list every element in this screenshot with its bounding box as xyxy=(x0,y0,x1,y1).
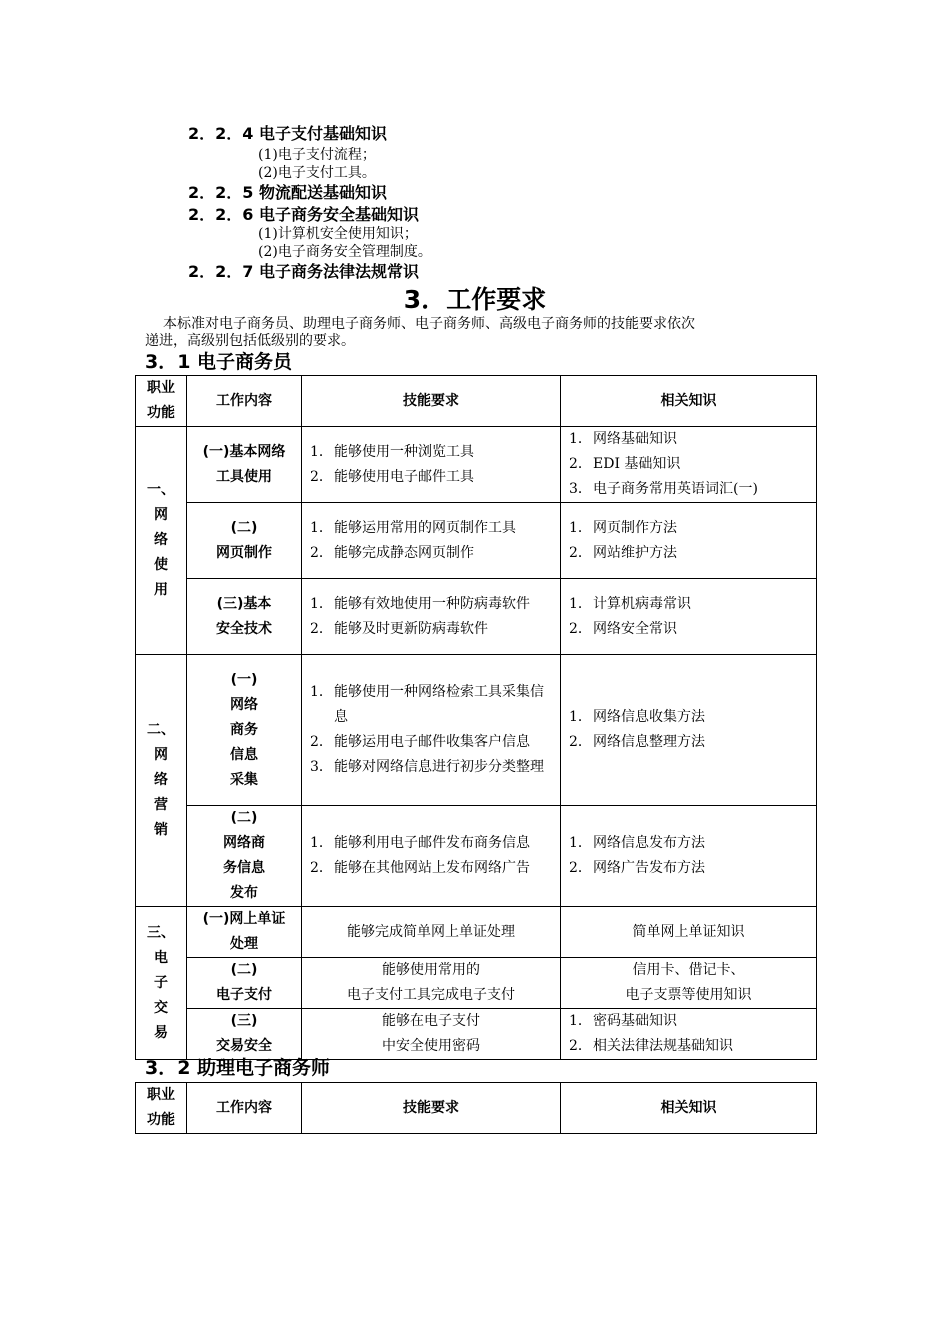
item-num: 2． xyxy=(310,544,333,561)
skill-item xyxy=(310,730,554,755)
section-3-2-title: 3．2 助理电子商务师 xyxy=(145,1057,331,1079)
skill-item xyxy=(310,541,554,566)
item-num: 1． xyxy=(569,835,592,851)
list-item: (1)电子支付流程； xyxy=(258,147,376,163)
item-num: 1． xyxy=(569,595,592,612)
item-text: 能够利用电子邮件发布商务信息 xyxy=(334,835,530,851)
header-skill: 技能要求 xyxy=(302,1083,561,1134)
item-num: 1． xyxy=(310,519,333,536)
item-text: 能够完成静态网页制作 xyxy=(334,544,474,561)
knowledge-cell xyxy=(561,503,817,579)
knowledge-item xyxy=(569,452,810,477)
func-char: 络 xyxy=(154,772,168,788)
item-text: 网页制作方法 xyxy=(593,519,677,536)
knowledge-line: 简单网上单证知识 xyxy=(632,923,745,940)
knowledge-item xyxy=(569,1034,810,1059)
func-char: 营 xyxy=(154,797,168,813)
header-func xyxy=(136,376,187,427)
skill-item xyxy=(310,680,554,730)
content-line: 信息 xyxy=(230,746,258,763)
func-char: 电 xyxy=(154,949,168,966)
func-cell xyxy=(136,907,187,1060)
content-cell xyxy=(187,503,302,579)
content-line: (一) xyxy=(230,671,258,688)
content-line: (二) xyxy=(230,810,258,826)
content-line: (一)基本网络 xyxy=(202,443,286,460)
skill-item xyxy=(310,465,554,490)
list-item: (1)计算机安全使用知识； xyxy=(258,226,418,242)
content-cell xyxy=(187,579,302,655)
skill-cell xyxy=(302,655,561,806)
skill-item xyxy=(310,440,554,465)
knowledge-item xyxy=(569,856,810,881)
table-row xyxy=(136,806,817,907)
section-3-intro xyxy=(145,316,810,350)
item-num: 2． xyxy=(569,620,592,637)
knowledge-cell xyxy=(561,907,817,958)
item-text: 网络安全常识 xyxy=(593,620,677,637)
content-line: (二) xyxy=(230,519,258,536)
func-char: 子 xyxy=(154,974,168,991)
content-cell xyxy=(187,427,302,503)
knowledge-item xyxy=(569,705,810,730)
item-text: EDI 基础知识 xyxy=(593,456,681,472)
item-num: 2． xyxy=(569,456,592,472)
content-cell xyxy=(187,1009,302,1060)
content-cell xyxy=(187,907,302,958)
item-text: 能够使用电子邮件工具 xyxy=(334,468,474,485)
knowledge-item xyxy=(569,516,810,541)
item-num: 1． xyxy=(310,684,333,700)
content-line: 网页制作 xyxy=(216,544,272,561)
func-char: 一、 xyxy=(147,482,175,498)
content-cell xyxy=(187,655,302,806)
content-line: 交易安全 xyxy=(216,1038,272,1054)
content-line: 采集 xyxy=(230,771,258,788)
table-header-row xyxy=(136,376,817,427)
knowledge-cell xyxy=(561,655,817,806)
skill-cell xyxy=(302,1009,561,1060)
table-row xyxy=(136,958,817,1009)
content-line: 务信息 xyxy=(223,860,265,876)
header-content: 工作内容 xyxy=(187,376,302,427)
header-func-line: 职业 xyxy=(147,1087,175,1103)
knowledge-item xyxy=(569,730,810,755)
skill-line: 电子支付工具完成电子支付 xyxy=(347,987,515,1003)
content-cell xyxy=(187,958,302,1009)
item-num: 1． xyxy=(569,519,592,536)
header-func-line: 功能 xyxy=(147,1112,175,1128)
item-text: 能够使用一种网络检索工具采集信息 xyxy=(334,684,544,725)
intro-line: 本标准对电子商务员、助理电子商务师、电子商务师、高级电子商务师的技能要求依次 xyxy=(163,316,695,332)
knowledge-cell xyxy=(561,806,817,907)
item-text: 能够在其他网站上发布网络广告 xyxy=(334,860,530,876)
item-text: 电子商务常用英语词汇(一) xyxy=(593,481,758,497)
table-row xyxy=(136,655,817,806)
section-3-1-title: 3．1 电子商务员 xyxy=(145,351,293,373)
func-char: 二、 xyxy=(147,722,175,738)
item-text: 密码基础知识 xyxy=(593,1013,677,1029)
item-text: 网络信息整理方法 xyxy=(593,734,705,750)
skill-item xyxy=(310,831,554,856)
knowledge-item xyxy=(569,1009,810,1034)
knowledge-cell xyxy=(561,579,817,655)
func-char: 交 xyxy=(154,999,168,1016)
knowledge-item xyxy=(569,592,810,617)
item-text: 能够使用一种浏览工具 xyxy=(334,443,474,460)
section-3-title: 3．工作要求 xyxy=(403,285,547,314)
func-cell xyxy=(136,427,187,655)
item-text: 能够运用常用的网页制作工具 xyxy=(334,519,516,536)
skill-cell xyxy=(302,907,561,958)
skill-line: 能够完成简单网上单证处理 xyxy=(347,923,515,940)
item-num: 2． xyxy=(569,1038,592,1054)
knowledge-cell xyxy=(561,958,817,1009)
content-line: 电子支付 xyxy=(216,987,272,1003)
item-num: 2． xyxy=(310,468,333,485)
header-knowledge: 相关知识 xyxy=(561,376,817,427)
header-func-line: 功能 xyxy=(147,405,175,421)
knowledge-item xyxy=(569,831,810,856)
table-row xyxy=(136,1009,817,1060)
item-text: 网络基础知识 xyxy=(593,431,677,447)
header-knowledge: 相关知识 xyxy=(561,1083,817,1134)
item-num: 1． xyxy=(569,431,592,447)
table-header-row xyxy=(136,1083,817,1134)
content-line: (三)基本 xyxy=(216,595,272,612)
knowledge-item xyxy=(569,617,810,642)
item-text: 能够及时更新防病毒软件 xyxy=(334,620,488,637)
content-line: 处理 xyxy=(230,936,258,952)
item-num: 1． xyxy=(310,835,333,851)
skill-item xyxy=(310,516,554,541)
func-char: 销 xyxy=(154,822,168,838)
content-line: 工具使用 xyxy=(216,468,272,485)
knowledge-item xyxy=(569,541,810,566)
skill-item xyxy=(310,755,554,780)
item-text: 网络信息发布方法 xyxy=(593,835,705,851)
item-text: 能够对网络信息进行初步分类整理 xyxy=(334,759,544,775)
func-char: 易 xyxy=(154,1024,168,1041)
skill-line: 能够在电子支付 xyxy=(382,1013,480,1029)
item-num: 1． xyxy=(310,443,333,460)
item-num: 1． xyxy=(310,595,333,612)
func-cell xyxy=(136,655,187,907)
list-item: (2)电子支付工具。 xyxy=(258,165,376,181)
func-char: 三、 xyxy=(147,924,175,941)
item-num: 2． xyxy=(310,860,333,876)
item-num: 3． xyxy=(569,481,592,497)
item-text: 相关法律法规基础知识 xyxy=(593,1038,733,1054)
item-num: 1． xyxy=(569,1013,592,1029)
skill-item xyxy=(310,592,554,617)
heading-2-2-5: 2．2．5 物流配送基础知识 xyxy=(188,183,387,202)
item-num: 2． xyxy=(310,734,333,750)
skill-line: 中安全使用密码 xyxy=(382,1038,480,1054)
table-row xyxy=(136,503,817,579)
item-text: 网站维护方法 xyxy=(593,544,677,561)
knowledge-item xyxy=(569,477,810,502)
table-row xyxy=(136,579,817,655)
content-line: (一)网上单证 xyxy=(202,911,286,927)
heading-2-2-4: 2．2．4 电子支付基础知识 xyxy=(188,124,387,143)
content-line: (二) xyxy=(230,962,258,978)
skills-table-3-1 xyxy=(135,375,817,1060)
intro-line: 递进，高级别包括低级别的要求。 xyxy=(145,333,355,349)
item-text: 计算机病毒常识 xyxy=(593,595,691,612)
item-text: 网络信息收集方法 xyxy=(593,709,705,725)
skills-table-3-2 xyxy=(135,1082,817,1134)
content-line: 网络 xyxy=(230,696,258,713)
item-num: 2． xyxy=(569,544,592,561)
knowledge-line: 电子支票等使用知识 xyxy=(625,987,752,1003)
item-num: 2． xyxy=(569,734,592,750)
content-line: 商务 xyxy=(230,721,258,738)
content-line: 发布 xyxy=(230,885,258,901)
func-char: 络 xyxy=(154,532,168,548)
item-text: 网络广告发布方法 xyxy=(593,860,705,876)
knowledge-line: 信用卡、借记卡、 xyxy=(632,962,745,978)
skill-line: 能够使用常用的 xyxy=(382,962,480,978)
skill-item xyxy=(310,856,554,881)
item-text: 能够有效地使用一种防病毒软件 xyxy=(334,595,530,612)
func-char: 使 xyxy=(154,557,168,573)
header-func xyxy=(136,1083,187,1134)
item-num: 2． xyxy=(569,860,592,876)
knowledge-item xyxy=(569,427,810,452)
table-row xyxy=(136,907,817,958)
skill-cell xyxy=(302,806,561,907)
content-line: 安全技术 xyxy=(216,620,272,637)
skill-cell xyxy=(302,958,561,1009)
item-num: 1． xyxy=(569,709,592,725)
list-item: (2)电子商务安全管理制度。 xyxy=(258,244,432,260)
func-char: 网 xyxy=(154,507,168,523)
table-row xyxy=(136,427,817,503)
content-line: (三) xyxy=(230,1013,258,1029)
knowledge-cell xyxy=(561,427,817,503)
func-char: 用 xyxy=(154,582,168,598)
header-func-line: 职业 xyxy=(147,380,175,396)
skill-cell xyxy=(302,579,561,655)
knowledge-cell xyxy=(561,1009,817,1060)
content-line: 网络商 xyxy=(223,835,265,851)
skill-cell xyxy=(302,427,561,503)
item-num: 2． xyxy=(310,620,333,637)
skill-cell xyxy=(302,503,561,579)
header-skill: 技能要求 xyxy=(302,376,561,427)
item-text: 能够运用电子邮件收集客户信息 xyxy=(334,734,530,750)
item-num: 3． xyxy=(310,759,333,775)
func-char: 网 xyxy=(154,747,168,763)
skill-item xyxy=(310,617,554,642)
heading-2-2-6: 2．2．6 电子商务安全基础知识 xyxy=(188,205,419,224)
heading-2-2-7: 2．2．7 电子商务法律法规常识 xyxy=(188,262,419,281)
header-content: 工作内容 xyxy=(187,1083,302,1134)
content-cell xyxy=(187,806,302,907)
